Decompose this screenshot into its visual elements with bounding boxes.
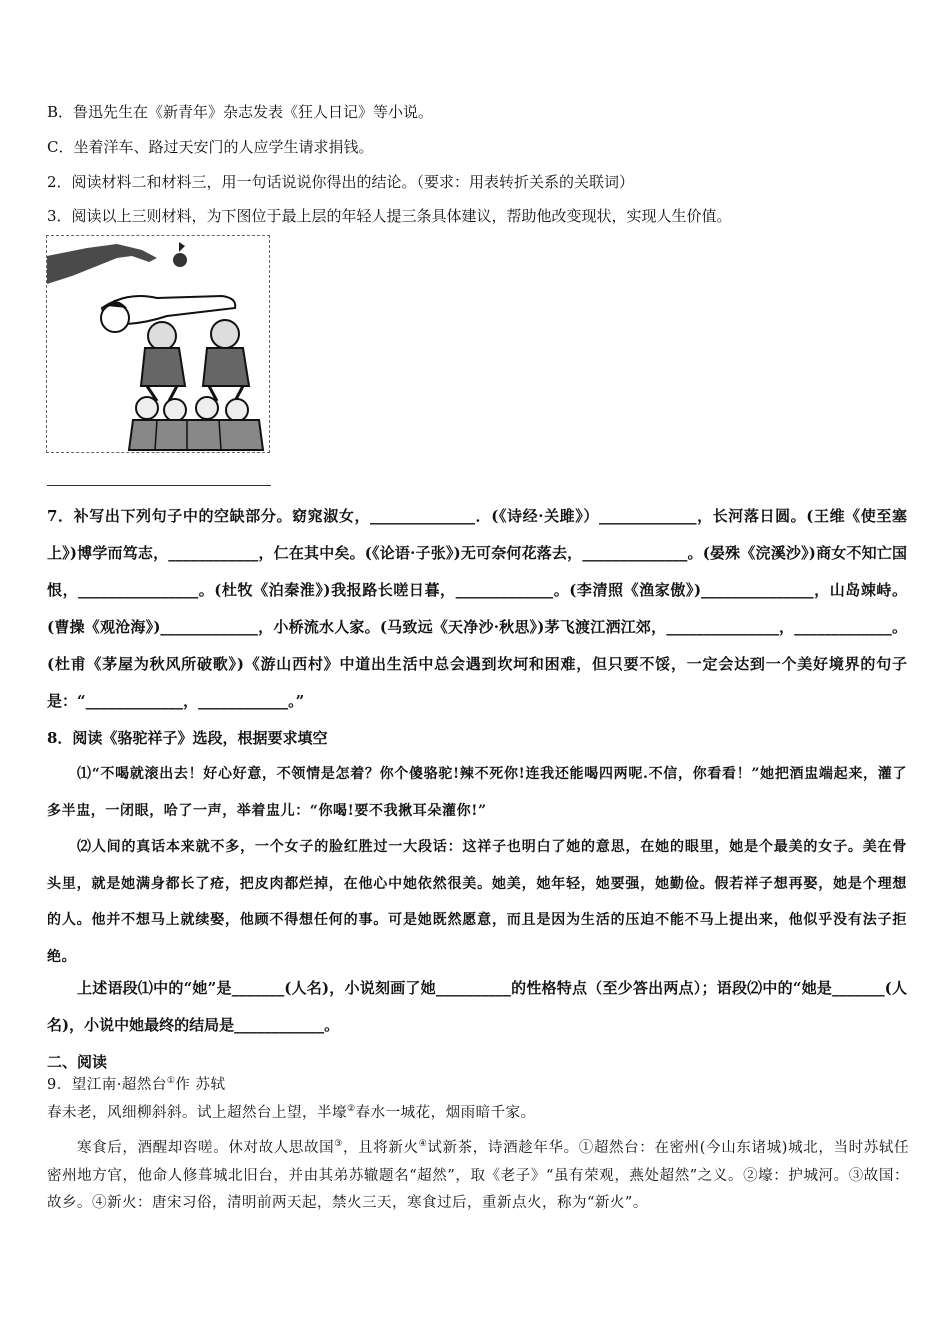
section-heading-reading: 二、阅读 — [47, 1053, 108, 1071]
answer-line — [47, 485, 271, 486]
question-7: 7．补写出下列句子中的空缺部分。窈窕淑女，______________．(《诗经·关雎》）_____________，长河落日圆。(王维《使至塞上》)博学而笃志，____________，仁在其中矣。(《论语·子张》)无可奈何花落去，______________。(晏殊《浣溪沙》)商女不知亡国恨，________________。(杜牧《泊秦淮》)我报路长嗟日暮，_____________。(李清照《渔家傲》)_______________，山岛竦峙。(曹操《观沧海》)_____________，小桥流水人家。(马致远《天净沙·秋思》)茅飞渡江洒江郊，_______________，_____________。(杜甫《茅屋为秋风所破歌》)《游山西村》中道出生活中总会遇到坎坷和困难，但只要不馁，一定会达到一个美好境界的句子是：“_____________，____________。” — [47, 507, 908, 710]
cartoon-drawing — [47, 236, 269, 452]
option-c: C．坐着洋车、路过天安门的人应学生请求捐钱。 — [47, 138, 374, 156]
poem-line-2-notes: 寒食后，酒醒却咨嗟。休对故人思故国③，且将新火④试新茶，诗酒趁年华。①超然台：在密州(今山东诸城)城北，当时苏轼任密州地方官，他命人修葺城北旧台，并由其弟苏辙题名“超然”，取《老子》“虽有荣观，燕处超然”之义。②壕：护城河。③故国：故乡。④新火：唐宋习俗，清明前两天起，禁火三天，寒食过后，重新点火，称为“新火”。 — [47, 1139, 910, 1211]
question-8-fill: 上述语段⑴中的“她”是_______(人名)，小说刻画了她__________的性格特点（至少答出两点）；语段⑵中的“她是_______(人名)，小说中她最终的结局是____________。 — [47, 979, 907, 1034]
poem-title: 9．望江南·超然台①作 苏轼 — [47, 1076, 226, 1093]
novel-excerpt — [47, 756, 907, 975]
excerpt-para-1: ⑴“不喝就滚出去！好心好意，不领情是怎着？你个傻骆驼!辣不死你!连我还能喝四两呢.不信，你看看！”她把酒盅端起来，灌了多半盅，一闭眼，哈了一声，举着盅儿：“你喝!要不我揪耳朵灌你!” — [47, 766, 907, 819]
poem-block — [47, 1072, 909, 1218]
poem-line-1: 春未老，风细柳斜斜。试上超然台上望，半壕②春水一城花，烟雨暗千家。 — [47, 1103, 536, 1121]
question-8-title: 8．阅读《骆驼祥子》选段，根据要求填空 — [47, 729, 328, 747]
question-3: 3．阅读以上三则材料，为下图位于最上层的年轻人提三条具体建议，帮助他改变现状，实现人生价值。 — [47, 207, 732, 225]
cartoon-illustration — [46, 235, 270, 453]
question-2: 2．阅读材料二和材料三，用一句话说说你得出的结论。（要求：用表转折关系的关联词） — [47, 173, 635, 191]
excerpt-para-2: ⑵人间的真话本来就不多，一个女子的脸红胜过一大段话：这祥子也明白了她的意思，在她的眼里，她是个最美的女子。美在骨头里，就是她满身都长了疮，把皮肉都烂掉，在他心中她依然很美。她美，她年轻，她要强，她勤俭。假若祥子想再娶，她是个理想的人。他并不想马上就续娶，他顾不得想任何的事。可是她既然愿意，而且是因为生活的压迫不能不马上提出来，他似乎没有法子拒绝。 — [47, 839, 907, 965]
option-b: B．鲁迅先生在《新青年》杂志发表《狂人日记》等小说。 — [47, 103, 434, 121]
